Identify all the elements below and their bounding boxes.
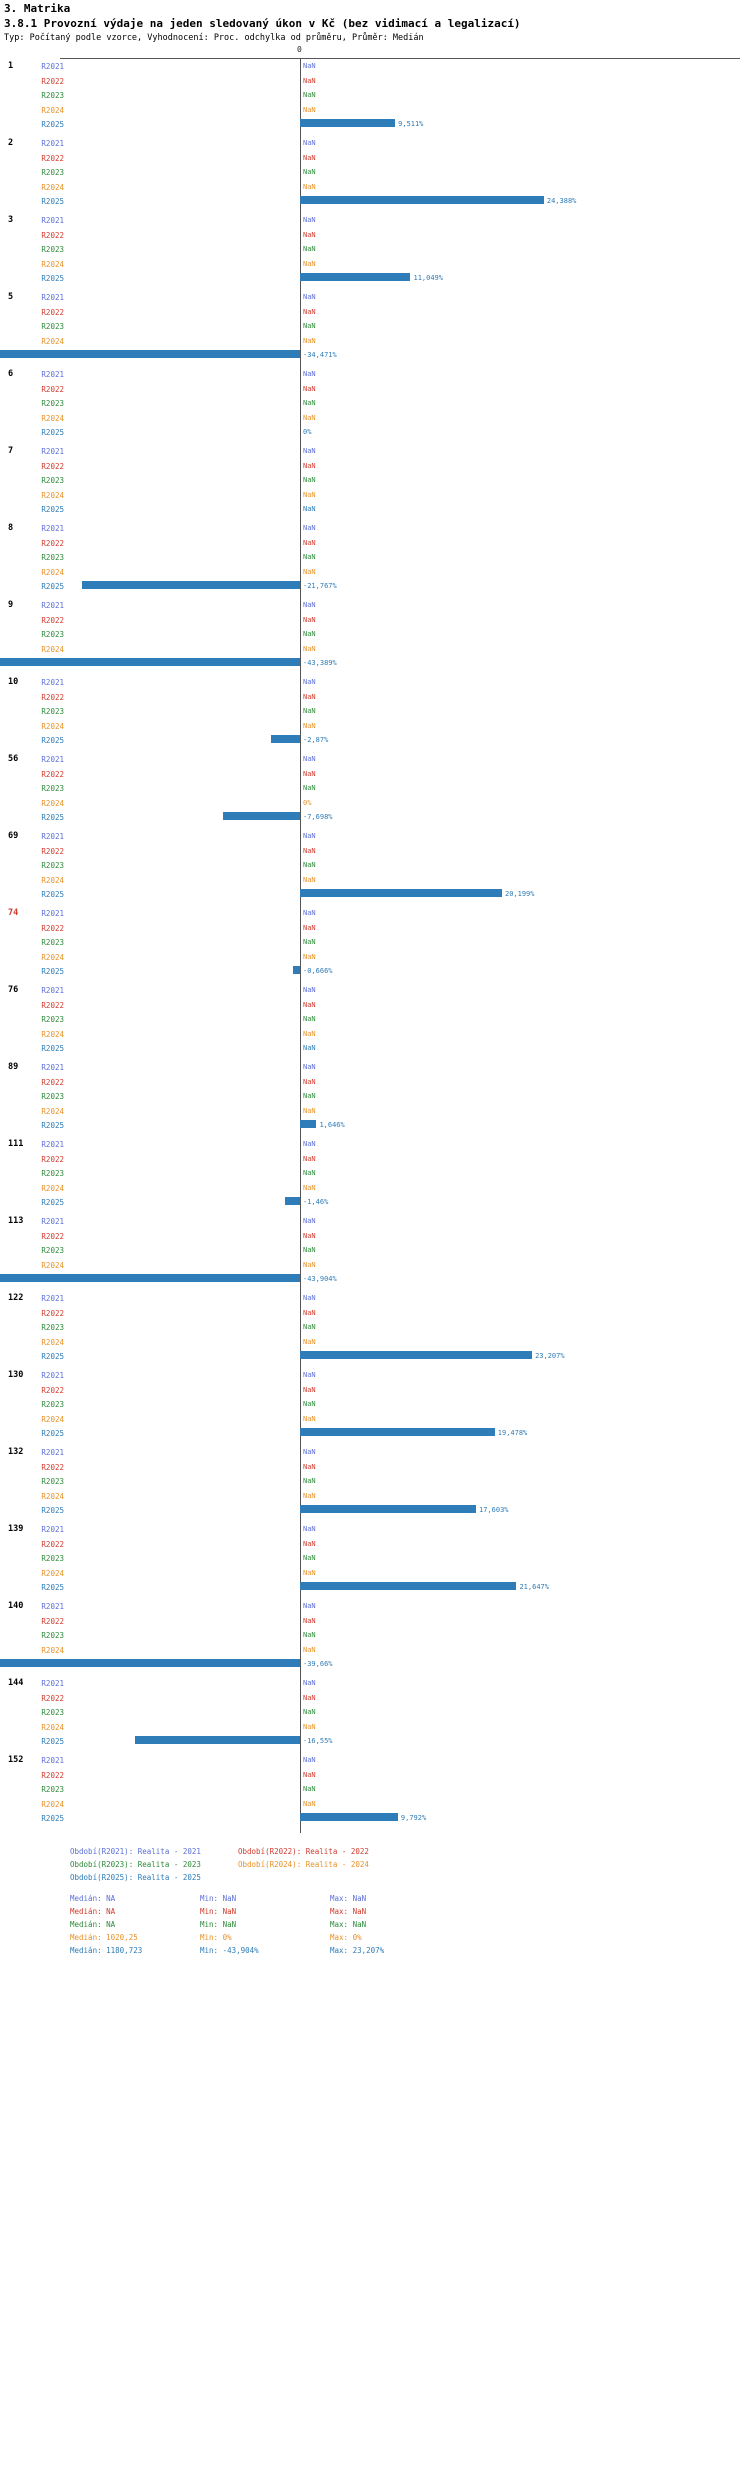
series-label-R2022: R2022 [41, 846, 64, 856]
series-label-R2022: R2022 [41, 1693, 64, 1703]
bar-value-label: NaN [303, 846, 316, 855]
series-label-R2022: R2022 [41, 307, 64, 317]
group-label: 76 [8, 985, 19, 995]
bar-value-label: 11,049% [413, 274, 443, 283]
series-label-R2022: R2022 [41, 461, 64, 471]
legend-item: Období(R2023): Realita - 2023 [70, 1860, 201, 1869]
legend-stat-median: Medián: 1180,723 [70, 1946, 143, 1955]
series-label-R2022: R2022 [41, 230, 64, 240]
series-label-R2023: R2023 [41, 91, 64, 101]
bar-value-label: NaN [303, 1217, 316, 1225]
bar-value-label: NaN [303, 938, 316, 947]
series-label-R2024: R2024 [41, 567, 64, 577]
series-label-R2022: R2022 [41, 384, 64, 394]
series-label-R2025: R2025 [41, 428, 64, 438]
series-label-R2024: R2024 [41, 1491, 64, 1501]
bar-value-label: -7,698% [303, 813, 333, 822]
bar-value-label: NaN [303, 384, 316, 393]
bar-value-label: -1,46% [303, 1198, 329, 1207]
bar-value-label: NaN [303, 1092, 316, 1101]
bar-value-label: NaN [303, 1246, 316, 1255]
bar-value-label: NaN [303, 1231, 316, 1240]
bar [285, 1197, 300, 1205]
series-label-R2022: R2022 [41, 1154, 64, 1164]
series-label-R2024: R2024 [41, 1029, 64, 1039]
series-label-R2021: R2021 [41, 447, 64, 456]
series-label-R2023: R2023 [41, 1246, 64, 1256]
bar-value-label: NaN [303, 461, 316, 470]
bar-value-label: NaN [303, 861, 316, 870]
series-label-R2023: R2023 [41, 1400, 64, 1410]
series-label-R2021: R2021 [41, 1371, 64, 1380]
legend-stat-max: Max: NaN [330, 1907, 367, 1916]
bar-value-label: NaN [303, 1602, 316, 1610]
bar-value-label: NaN [303, 1029, 316, 1038]
series-label-R2023: R2023 [41, 245, 64, 255]
bar-value-label: NaN [303, 307, 316, 316]
series-label-R2025: R2025 [41, 736, 64, 746]
bar-value-label: NaN [303, 1462, 316, 1471]
bar-value-label: 24,388% [546, 197, 577, 206]
bar-value-label: NaN [303, 1645, 316, 1654]
legend-stat-max: Max: NaN [330, 1894, 367, 1903]
bar [0, 1659, 300, 1667]
bar-value-label: NaN [303, 1799, 316, 1808]
legend-stat-median: Medián: 1020,25 [70, 1933, 138, 1942]
bar-value-label: NaN [303, 1000, 316, 1009]
bar-value-label: -34,471% [303, 351, 337, 360]
group-label: 56 [8, 754, 19, 764]
series-label-R2022: R2022 [41, 538, 64, 548]
bar-value-label: NaN [303, 168, 316, 177]
series-label-R2023: R2023 [41, 168, 64, 178]
series-label-R2021: R2021 [41, 1294, 64, 1303]
bar-value-label: NaN [303, 1154, 316, 1163]
bar-value-label: NaN [303, 1077, 316, 1086]
bar-value-label: NaN [303, 1400, 316, 1409]
series-label-R2023: R2023 [41, 1708, 64, 1718]
series-label-R2025: R2025 [41, 1814, 64, 1824]
legend-stat-min: Min: -43,904% [200, 1946, 259, 1955]
legend-item: Období(R2021): Realita - 2021 [70, 1847, 201, 1856]
legend-stat-median: Medián: NA [70, 1894, 116, 1903]
series-label-R2021: R2021 [41, 601, 64, 610]
series-label-R2022: R2022 [41, 769, 64, 779]
bar-value-label: NaN [303, 1323, 316, 1332]
series-label-R2025: R2025 [41, 1121, 64, 1131]
group-label: 130 [8, 1370, 24, 1380]
series-label-R2022: R2022 [41, 1539, 64, 1549]
group-label: 10 [8, 677, 19, 687]
bar [300, 1351, 532, 1359]
bar-value-label: NaN [303, 784, 316, 793]
series-label-R2024: R2024 [41, 644, 64, 654]
series-label-R2021: R2021 [41, 139, 64, 148]
series-label-R2021: R2021 [41, 1525, 64, 1534]
bar-value-label: 9,511% [398, 120, 424, 129]
bar-value-label: NaN [303, 1554, 316, 1563]
bar-value-label: NaN [303, 245, 316, 254]
series-label-R2024: R2024 [41, 1183, 64, 1193]
series-label-R2023: R2023 [41, 784, 64, 794]
bar-value-label: NaN [303, 1722, 316, 1731]
series-label-R2022: R2022 [41, 1308, 64, 1318]
bar [293, 966, 300, 974]
bar [0, 658, 300, 666]
page-title: 3. Matrika [4, 2, 71, 15]
group-label: 2 [8, 138, 14, 148]
series-label-R2021: R2021 [41, 1140, 64, 1149]
series-label-R2024: R2024 [41, 259, 64, 269]
bar-value-label: 0% [303, 428, 312, 437]
bar [300, 889, 502, 897]
series-label-R2024: R2024 [41, 105, 64, 115]
bar-value-label: NaN [303, 601, 316, 609]
bar-value-label: NaN [303, 909, 316, 917]
series-label-R2024: R2024 [41, 721, 64, 731]
bar-value-label: 20,199% [504, 890, 535, 899]
bar-value-label: NaN [303, 1044, 316, 1053]
bar-value-label: NaN [303, 1770, 316, 1779]
bar-value-label: NaN [303, 952, 316, 961]
bar-value-label: NaN [303, 1337, 316, 1346]
series-label-R2021: R2021 [41, 524, 64, 533]
bar-value-label: NaN [303, 1616, 316, 1625]
group-label: 132 [8, 1447, 24, 1457]
bar-value-label: NaN [303, 336, 316, 345]
legend-stat-min: Min: NaN [200, 1894, 237, 1903]
series-label-R2022: R2022 [41, 615, 64, 625]
series-label-R2025: R2025 [41, 197, 64, 207]
series-label-R2021: R2021 [41, 1679, 64, 1688]
group-label: 5 [8, 292, 14, 302]
bar-value-label: NaN [303, 630, 316, 639]
bar-value-label: NaN [303, 1106, 316, 1115]
series-label-R2023: R2023 [41, 938, 64, 948]
group-label: 122 [8, 1293, 24, 1303]
bar-value-label: NaN [303, 322, 316, 331]
bar-value-label: NaN [303, 293, 316, 301]
series-label-R2023: R2023 [41, 553, 64, 563]
bar [300, 196, 544, 204]
bar-value-label: NaN [303, 1385, 316, 1394]
series-label-R2021: R2021 [41, 832, 64, 841]
bar-value-label: 1,646% [319, 1121, 345, 1130]
bar-value-label: NaN [303, 832, 316, 840]
bar-value-label: NaN [303, 524, 316, 532]
bar-value-label: NaN [303, 553, 316, 562]
group-label: 113 [8, 1216, 24, 1226]
bar [0, 350, 300, 358]
bar-value-label: NaN [303, 1679, 316, 1687]
series-label-R2022: R2022 [41, 1077, 64, 1087]
bar-value-label: -39,66% [303, 1660, 333, 1669]
bar-value-label: NaN [303, 1693, 316, 1702]
bar-value-label: NaN [303, 567, 316, 576]
group-label: 74 [8, 908, 19, 918]
axis-zero-label: 0 [297, 45, 302, 54]
series-label-R2025: R2025 [41, 813, 64, 823]
group-label: 9 [8, 600, 14, 610]
legend-stat-median: Medián: NA [70, 1920, 116, 1929]
bar-value-label: NaN [303, 1491, 316, 1500]
series-label-R2023: R2023 [41, 1323, 64, 1333]
bar [300, 119, 395, 127]
series-label-R2025: R2025 [41, 1044, 64, 1054]
series-label-R2025: R2025 [41, 967, 64, 977]
series-label-R2021: R2021 [41, 1063, 64, 1072]
series-label-R2024: R2024 [41, 952, 64, 962]
bar-value-label: NaN [303, 182, 316, 191]
group-label: 69 [8, 831, 19, 841]
bar [300, 1582, 516, 1590]
series-label-R2023: R2023 [41, 476, 64, 486]
bar [300, 1505, 476, 1513]
group-label: 6 [8, 369, 14, 379]
bar-value-label: NaN [303, 538, 316, 547]
bar [300, 1120, 316, 1128]
series-label-R2021: R2021 [41, 755, 64, 764]
group-label: 89 [8, 1062, 19, 1072]
bar-value-label: -21,767% [303, 582, 337, 591]
bar-value-label: NaN [303, 1260, 316, 1269]
series-label-R2023: R2023 [41, 1631, 64, 1641]
bar-value-label: NaN [303, 505, 316, 514]
series-label-R2022: R2022 [41, 1616, 64, 1626]
bar [223, 812, 300, 820]
bar-value-label: NaN [303, 490, 316, 499]
series-label-R2024: R2024 [41, 1568, 64, 1578]
series-label-R2024: R2024 [41, 336, 64, 346]
group-label: 8 [8, 523, 14, 533]
bar-value-label: -16,55% [303, 1737, 333, 1746]
series-label-R2024: R2024 [41, 1645, 64, 1655]
bar-value-label: 23,207% [535, 1352, 565, 1361]
series-label-R2024: R2024 [41, 413, 64, 423]
bar [82, 581, 300, 589]
series-label-R2021: R2021 [41, 1602, 64, 1611]
bar-value-label: NaN [303, 707, 316, 716]
bar-value-label: NaN [303, 1015, 316, 1024]
group-label: 139 [8, 1524, 24, 1534]
bar-value-label: NaN [303, 721, 316, 730]
series-label-R2024: R2024 [41, 1414, 64, 1424]
bar-value-label: NaN [303, 1448, 316, 1456]
series-label-R2021: R2021 [41, 1448, 64, 1457]
series-label-R2024: R2024 [41, 1106, 64, 1116]
bar-value-label: NaN [303, 1308, 316, 1317]
series-label-R2022: R2022 [41, 1462, 64, 1472]
group-label: 152 [8, 1755, 24, 1765]
series-label-R2022: R2022 [41, 1000, 64, 1010]
bar-value-label: NaN [303, 1568, 316, 1577]
series-label-R2024: R2024 [41, 490, 64, 500]
bar-value-label: NaN [303, 230, 316, 239]
bar-value-label: NaN [303, 678, 316, 686]
series-label-R2025: R2025 [41, 1198, 64, 1208]
bar [271, 735, 300, 743]
series-label-R2022: R2022 [41, 692, 64, 702]
bar-value-label: NaN [303, 62, 316, 70]
series-label-R2025: R2025 [41, 1737, 64, 1747]
series-label-R2022: R2022 [41, 1770, 64, 1780]
series-label-R2025: R2025 [41, 1429, 64, 1439]
series-label-R2021: R2021 [41, 1217, 64, 1226]
series-label-R2025: R2025 [41, 505, 64, 515]
chart-subtitle: Typ: Počítaný podle vzorce, Vyhodnocení: Proc. odchylka od průměru, Průměr: Medián [4, 33, 424, 43]
series-label-R2023: R2023 [41, 707, 64, 717]
bar [0, 1274, 300, 1282]
bar-value-label: NaN [303, 1756, 316, 1764]
series-label-R2022: R2022 [41, 923, 64, 933]
bar [300, 1428, 495, 1436]
series-label-R2023: R2023 [41, 630, 64, 640]
bar-value-label: NaN [303, 476, 316, 485]
series-label-R2022: R2022 [41, 1385, 64, 1395]
bar-value-label: NaN [303, 1169, 316, 1178]
legend-stat-min: Min: 0% [200, 1933, 232, 1942]
bar-value-label: NaN [303, 923, 316, 932]
series-label-R2024: R2024 [41, 1799, 64, 1809]
bar-value-label: NaN [303, 986, 316, 994]
series-label-R2022: R2022 [41, 1231, 64, 1241]
series-label-R2023: R2023 [41, 1015, 64, 1025]
series-label-R2024: R2024 [41, 798, 64, 808]
bar-value-label: NaN [303, 1539, 316, 1548]
series-label-R2021: R2021 [41, 293, 64, 302]
bar-value-label: 0% [303, 798, 312, 807]
bar-value-label: NaN [303, 413, 316, 422]
group-label: 144 [8, 1678, 24, 1688]
series-label-R2023: R2023 [41, 1169, 64, 1179]
bar-value-label: -2,87% [303, 736, 329, 745]
series-label-R2023: R2023 [41, 1477, 64, 1487]
bar-value-label: NaN [303, 447, 316, 455]
legend-stat-max: Max: NaN [330, 1920, 367, 1929]
bar-value-label: NaN [303, 1140, 316, 1148]
legend-item: Období(R2024): Realita - 2024 [238, 1860, 369, 1869]
bar-value-label: NaN [303, 1525, 316, 1533]
bar-value-label: 17,603% [479, 1506, 509, 1515]
bar-value-label: -43,904% [303, 1275, 337, 1284]
group-label: 7 [8, 446, 14, 456]
series-label-R2025: R2025 [41, 890, 64, 900]
legend-stat-max: Max: 23,207% [330, 1946, 385, 1955]
bar-value-label: NaN [303, 1294, 316, 1302]
bar-value-label: NaN [303, 1631, 316, 1640]
group-label: 111 [8, 1139, 24, 1149]
bar-value-label: NaN [303, 769, 316, 778]
series-label-R2025: R2025 [41, 1506, 64, 1516]
bar-value-label: NaN [303, 875, 316, 884]
legend-stat-median: Medián: NA [70, 1907, 116, 1916]
legend-stat-min: Min: NaN [200, 1907, 237, 1916]
bar-value-label: 21,647% [519, 1583, 549, 1592]
series-label-R2024: R2024 [41, 1260, 64, 1270]
bar-value-label: 19,478% [497, 1429, 528, 1438]
series-label-R2021: R2021 [41, 62, 64, 71]
axis-top-line [60, 58, 740, 59]
bar-value-label: NaN [303, 1785, 316, 1794]
bar-value-label: NaN [303, 692, 316, 701]
series-label-R2022: R2022 [41, 76, 64, 86]
series-label-R2023: R2023 [41, 322, 64, 332]
series-label-R2023: R2023 [41, 1554, 64, 1564]
series-label-R2025: R2025 [41, 1583, 64, 1593]
zero-axis-line [300, 58, 301, 1833]
series-label-R2023: R2023 [41, 399, 64, 409]
bar-value-label: NaN [303, 1477, 316, 1486]
bar-value-label: NaN [303, 1063, 316, 1071]
series-label-R2021: R2021 [41, 370, 64, 379]
series-label-R2023: R2023 [41, 1785, 64, 1795]
series-label-R2021: R2021 [41, 216, 64, 225]
bar [300, 273, 410, 281]
chart-title: 3.8.1 Provozní výdaje na jeden sledovaný úkon v Kč (bez vidimací a legalizací) [4, 17, 521, 30]
bar-value-label: NaN [303, 105, 316, 114]
series-label-R2025: R2025 [41, 582, 64, 592]
bar-value-label: NaN [303, 1371, 316, 1379]
bar-value-label: NaN [303, 1414, 316, 1423]
bar-value-label: 9,792% [400, 1814, 427, 1823]
bar-value-label: NaN [303, 139, 316, 147]
legend-item: Období(R2022): Realita - 2022 [238, 1847, 369, 1856]
series-label-R2025: R2025 [41, 120, 64, 130]
bar-value-label: NaN [303, 755, 316, 763]
bar-value-label: NaN [303, 370, 316, 378]
series-label-R2021: R2021 [41, 986, 64, 995]
bar-value-label: NaN [303, 644, 316, 653]
bar [300, 1813, 398, 1821]
bar-value-label: NaN [303, 153, 316, 162]
series-label-R2025: R2025 [41, 1352, 64, 1362]
series-label-R2021: R2021 [41, 909, 64, 918]
bar-value-label: NaN [303, 1708, 316, 1717]
group-label: 3 [8, 215, 14, 225]
legend-stat-max: Max: 0% [330, 1933, 362, 1942]
bar-value-label: NaN [303, 1183, 316, 1192]
bar [135, 1736, 301, 1744]
bar-value-label: -43,389% [303, 659, 337, 668]
bar-value-label: NaN [303, 259, 316, 268]
legend-item: Období(R2025): Realita - 2025 [70, 1873, 201, 1882]
bar-value-label: NaN [303, 91, 316, 100]
series-label-R2022: R2022 [41, 153, 64, 163]
bar-value-label: NaN [303, 399, 316, 408]
series-label-R2021: R2021 [41, 678, 64, 687]
series-label-R2023: R2023 [41, 861, 64, 871]
series-label-R2024: R2024 [41, 182, 64, 192]
series-label-R2023: R2023 [41, 1092, 64, 1102]
series-label-R2025: R2025 [41, 274, 64, 284]
group-label: 140 [8, 1601, 24, 1611]
bar-value-label: NaN [303, 76, 316, 85]
bar-value-label: -0,666% [303, 967, 333, 976]
series-label-R2024: R2024 [41, 1337, 64, 1347]
series-label-R2024: R2024 [41, 1722, 64, 1732]
legend-stat-min: Min: NaN [200, 1920, 237, 1929]
series-label-R2024: R2024 [41, 875, 64, 885]
bar-value-label: NaN [303, 216, 316, 224]
series-label-R2021: R2021 [41, 1756, 64, 1765]
bar-value-label: NaN [303, 615, 316, 624]
group-label: 1 [8, 61, 14, 71]
